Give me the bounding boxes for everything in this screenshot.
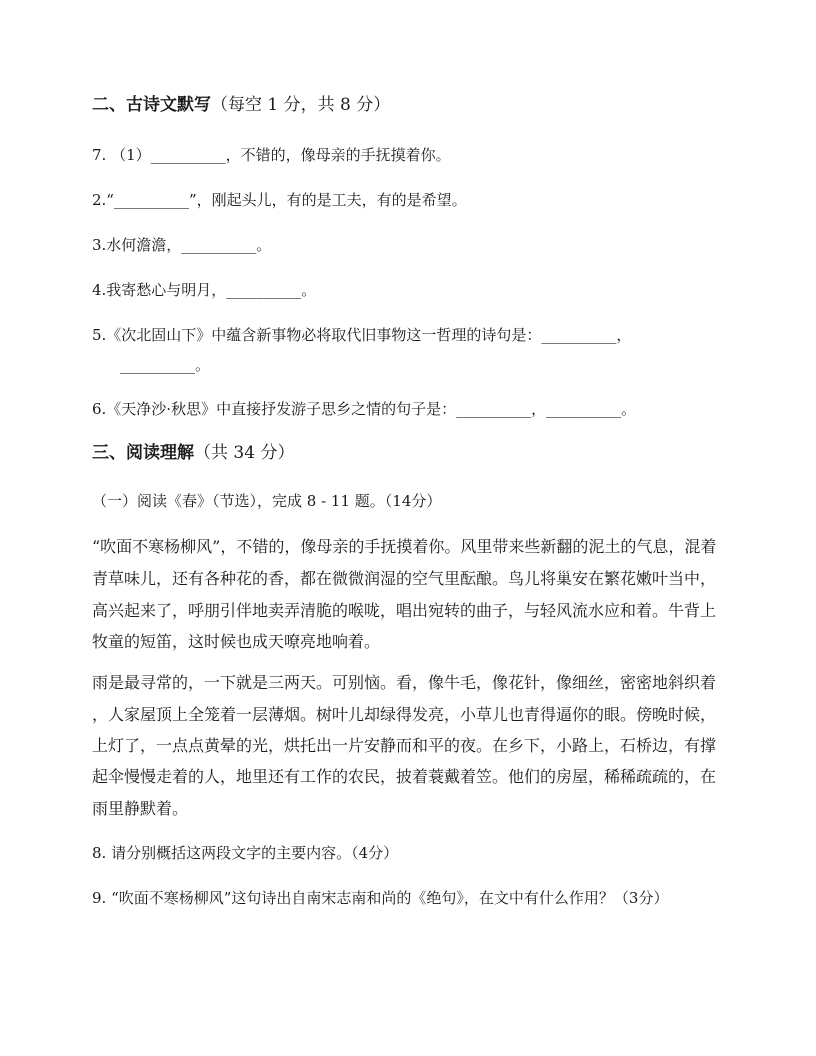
passage-2-line: ，人家屋顶上全笼着一层薄烟。树叶儿却绿得发亮，小草儿也青得逼你的眼。傍晚时候， (92, 705, 717, 724)
question-8: 8. 请分别概括这两段文字的主要内容。（4分） (92, 844, 399, 862)
section-3-title: 三、阅读理解 (92, 443, 194, 463)
section-2-note: （每空 1 分，共 8 分） (211, 95, 391, 115)
passage-1-line: 青草味儿，还有各种花的香，都在微微润湿的空气里酝酿。鸟儿将巢安在繁花嫩叶当中， (92, 569, 717, 588)
passage-2-line: 上灯了，一点点黄晕的光，烘托出一片安静而和平的夜。在乡下，小路上，石桥边，有撑 (92, 736, 717, 755)
question-7-3: 3.水何澹澹，__________。 (92, 236, 272, 254)
passage-1-line: “吹面不寒杨柳风”，不错的，像母亲的手抚摸着你。风里带来些新翻的泥土的气息，混着 (92, 537, 717, 556)
passage-1-line: 高兴起来了，呼朋引伴地卖弄清脆的喉咙，唱出宛转的曲子，与轻风流水应和着。牛背上 (92, 601, 717, 620)
question-7-5-continued: __________。 (120, 356, 211, 374)
question-7-6: 6.《天净沙·秋思》中直接抒发游子思乡之情的句子是：__________，__________。 (92, 400, 637, 418)
passage-2-line: 雨是最寻常的，一下就是三两天。可别恼。看，像牛毛，像花针，像细丝，密密地斜织着 (92, 673, 717, 692)
passage-1-line: 牧童的短笛，这时候也成天嘹亮地响着。 (92, 632, 381, 651)
passage-2-line: 雨里静默着。 (92, 799, 189, 818)
question-7-1: 7. （1）__________，不错的，像母亲的手抚摸着你。 (92, 146, 451, 164)
question-7-4: 4.我寄愁心与明月，__________。 (92, 281, 317, 299)
question-7-2: 2.“__________”，刚起头儿，有的是工夫，有的是希望。 (92, 191, 467, 209)
section-2-heading (92, 95, 390, 115)
section-3-note: （共 34 分） (194, 443, 295, 463)
section-2-title: 二、古诗文默写 (92, 95, 211, 115)
passage-2-line: 起伞慢慢走着的人，地里还有工作的农民，披着蓑戴着笠。他们的房屋，稀稀疏疏的，在 (92, 767, 717, 786)
section-3-heading (92, 443, 294, 463)
question-7-5: 5.《次北固山下》中蕴含新事物必将取代旧事物这一哲理的诗句是：__________， (92, 326, 632, 344)
question-9: 9. “吹面不寒杨柳风”这句诗出自南宋志南和尚的《绝句》，在文中有什么作用？（3分） (92, 889, 669, 907)
reading-sub-heading: （一）阅读《春》（节选），完成 8 - 11 题。（14分） (92, 492, 442, 510)
